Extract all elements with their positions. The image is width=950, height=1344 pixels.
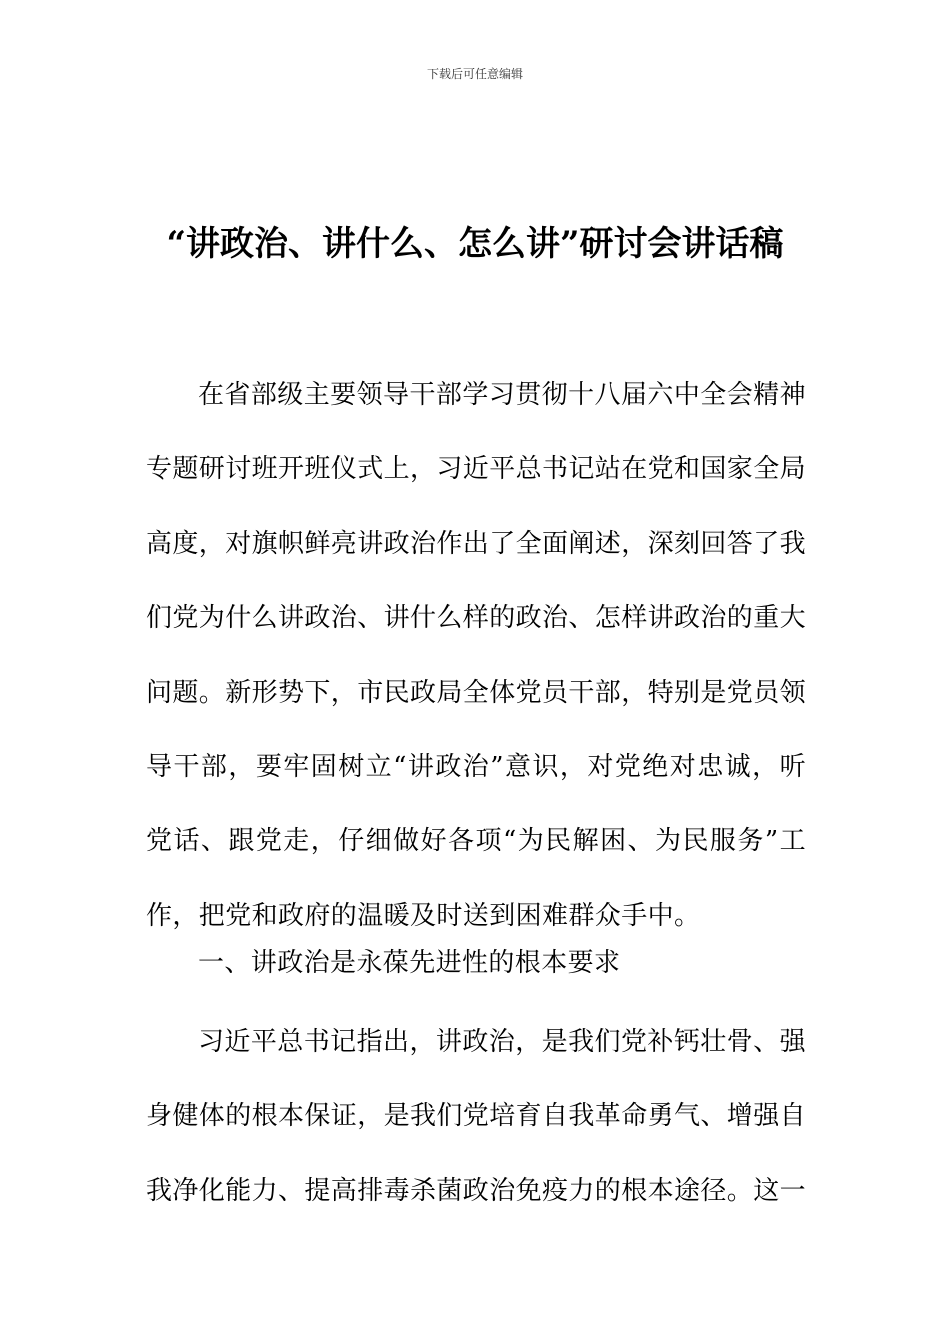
body-paragraph: 在省部级主要领导干部学习贯彻十八届六中全会精神专题研讨班开班仪式上，习近平总书记站在党和国家全局高度，对旗帜鲜亮讲政治作出了全面阐述，深刻回答了我们党为什么讲政治、讲什么样的政治、怎样讲政治的重大问题。新形势下，市民政局全体党员干部，特别是党员领导干部，要牢固树立“讲政治”意识，对党绝对忠诚，听党话、跟党走，仔细做好各项“为民解困、为民服务”工作，把党和政府的温暖及时送到困难群众手中。 [146, 380, 807, 931]
body-paragraph: 习近平总书记指出，讲政治，是我们党补钙壮骨、强身健体的根本保证，是我们党培育自我革命勇气、增强自我净化能力、提高排毒杀菌政治免疫力的根本途径。这一 [146, 1027, 807, 1206]
document-title: “讲政治、讲什么、怎么讲”研讨会讲话稿 [166, 224, 784, 264]
header-note: 下载后可任意编辑 [426, 67, 523, 81]
section-heading: 一、讲政治是永葆先进性的根本要求 [198, 948, 621, 978]
